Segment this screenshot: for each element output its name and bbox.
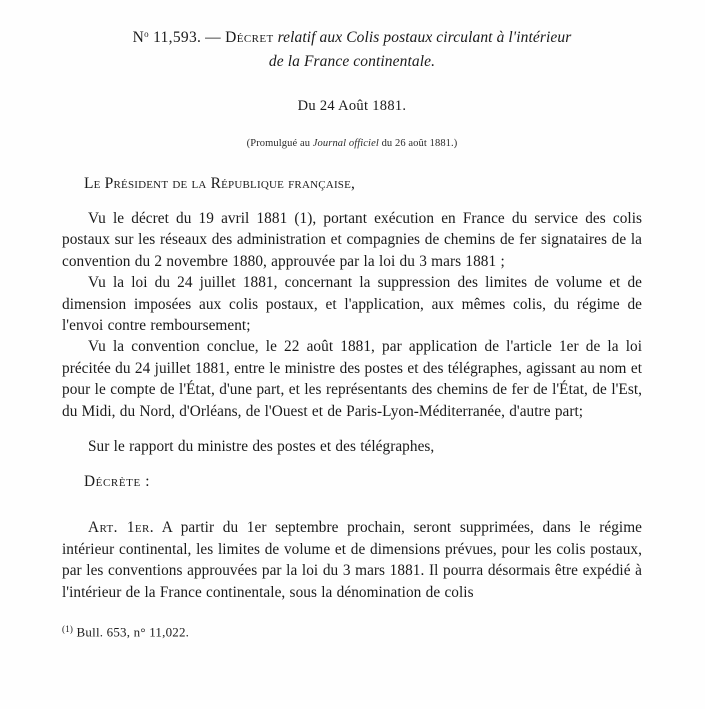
promulgation-journal: Journal officiel	[312, 137, 379, 149]
decret-label: Décret	[225, 29, 274, 46]
paragraph-vu-convention: Vu la convention conclue, le 22 août 1881, par application de l'article 1er de la loi précitée du 24 juillet 1881, entre le ministre des postes et des télégraphes, agissant au nom et pour le compte de l'État, d'une part, et les représentants des chemins de fer de l'État, de l'Est, du Midi, du Nord, d'Orléans, de l'Ouest et de Paris-Lyon-Méditerranée, d'autre part;	[62, 338, 642, 420]
decree-number-value: 11,593.	[153, 29, 202, 46]
paragraph-vu-decret: Vu le décret du 19 avril 1881 (1), portant exécution en France du service des colis postaux sur les réseaux des administration et compagnies de chemins de fer signataires de la convention du 2 novembre 1880, approuvée par la loi du 3 mars 1881 ;	[62, 209, 642, 270]
article-1-text: A partir du 1er septembre prochain, seront supprimées, dans le régime intérieur continental, les limites de volume et de dimensions prévues, pour les colis postaux, par les conventions approuvées par la loi du 3 mars 1881. Il pourra désormais être expédié à l'intérieur de la France continentale, sous la dénomination de colis	[62, 519, 642, 601]
paragraph-vu-loi: Vu la loi du 24 juillet 1881, concernant la suppression des limites de volume et de dimension imposées aux colis postaux, et l'application, aux mêmes colis, du régime de l'envoi contre remboursement;	[62, 274, 642, 334]
paragraph-article-1	[62, 517, 642, 603]
promulgation-suffix: du 26 août 1881.)	[378, 137, 458, 149]
document-content	[62, 28, 642, 603]
promulgation-prefix: (Promulgué au	[246, 137, 313, 149]
decrete-label: Décrète :	[84, 473, 151, 491]
footnote	[62, 624, 189, 641]
promulgation-note	[62, 138, 642, 149]
decree-number-sup: o	[144, 29, 149, 40]
decree-number: $N^o$ 11,593.	[132, 29, 202, 46]
footnote-marker: (1)	[62, 624, 74, 634]
paragraph-sur-rapport: Sur le rapport du ministre des postes et des télégraphes,	[88, 437, 435, 455]
president-line: Le Président de la République française,	[84, 174, 356, 192]
heading-dash: —	[205, 29, 222, 46]
decree-heading	[62, 28, 642, 49]
decree-title-line2: de la France continentale.	[268, 52, 436, 70]
footnote-text: Bull. 653, n° 11,022.	[73, 624, 190, 640]
article-1-label: Art. 1er.	[88, 519, 154, 537]
decree-date: Du 24 Août 1881.	[297, 97, 407, 114]
decree-title-line1: relatif aux Colis postaux circulant à l'intérieur	[277, 29, 572, 46]
